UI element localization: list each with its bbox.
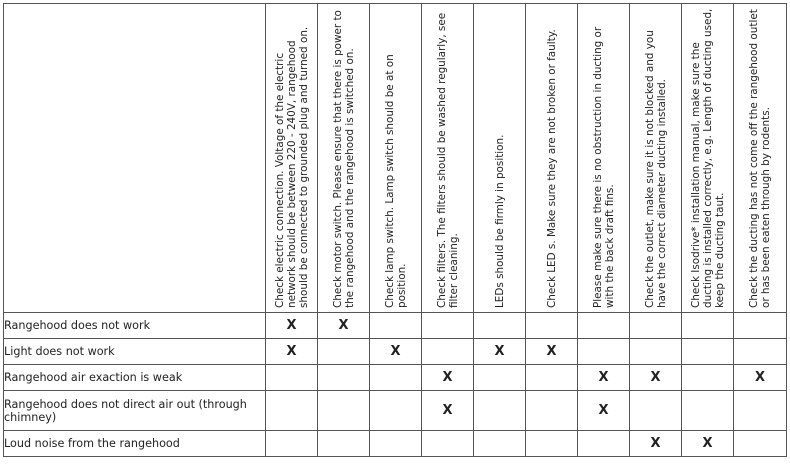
mark-cell — [474, 313, 526, 339]
mark-cell — [370, 365, 422, 391]
check-mark: X — [422, 391, 474, 431]
check-header-8 — [630, 4, 682, 313]
mark-cell — [526, 365, 578, 391]
mark-cell — [370, 431, 422, 457]
mark-cell — [318, 365, 370, 391]
mark-cell — [578, 313, 630, 339]
table-row — [4, 365, 787, 391]
mark-cell — [734, 313, 787, 339]
mark-cell — [734, 339, 787, 365]
mark-cell — [578, 431, 630, 457]
mark-cell — [526, 391, 578, 431]
mark-cell — [682, 313, 734, 339]
corner-cell — [4, 4, 266, 313]
check-header-10 — [734, 4, 787, 313]
mark-cell — [526, 313, 578, 339]
mark-cell — [266, 391, 318, 431]
check-mark: X — [474, 339, 526, 365]
check-header-1 — [266, 4, 318, 313]
mark-cell — [630, 391, 682, 431]
mark-cell — [474, 391, 526, 431]
troubleshooting-table — [3, 3, 787, 457]
check-mark: X — [266, 313, 318, 339]
check-header-3 — [370, 4, 422, 313]
problem-label: Light does not work — [4, 339, 266, 365]
check-text: Check the outlet, make sure it is not blocked and you have the correct diameter ducting installed. — [643, 30, 668, 308]
mark-cell — [422, 431, 474, 457]
check-mark: X — [578, 365, 630, 391]
check-text: Check filters. The filters should be washed regularly, see filter cleaning. — [435, 12, 460, 308]
check-mark: X — [578, 391, 630, 431]
mark-cell — [630, 339, 682, 365]
problem-label: Rangehood does not direct air out (through chimney) — [4, 391, 266, 431]
mark-cell — [318, 431, 370, 457]
mark-cell — [734, 431, 787, 457]
table-row — [4, 313, 787, 339]
mark-cell — [318, 391, 370, 431]
table-row — [4, 391, 787, 431]
check-mark: X — [734, 365, 787, 391]
check-mark: X — [682, 431, 734, 457]
check-text: Check lamp switch. Lamp switch should be at on position. — [383, 54, 408, 308]
mark-cell — [734, 391, 787, 431]
check-header-7 — [578, 4, 630, 313]
check-mark: X — [266, 339, 318, 365]
mark-cell — [526, 431, 578, 457]
check-header-6 — [526, 4, 578, 313]
mark-cell — [682, 339, 734, 365]
check-header-row — [4, 4, 787, 313]
check-mark: X — [526, 339, 578, 365]
check-header-5 — [474, 4, 526, 313]
check-header-4 — [422, 4, 474, 313]
check-text: Check the ducting has not come off the rangehood outlet or has been eaten through by rodents. — [748, 9, 772, 308]
mark-cell — [474, 365, 526, 391]
check-text: LEDs should be firmly in position. — [493, 134, 506, 308]
table-row — [4, 431, 787, 457]
mark-cell — [370, 313, 422, 339]
mark-cell — [422, 313, 474, 339]
table-row — [4, 339, 787, 365]
check-text: Check Isodrive* installation manual, make sure the ducting is installed correctly, e.g. Length of ducting used, keep the ducting taut. — [689, 8, 726, 308]
mark-cell — [266, 365, 318, 391]
mark-cell — [370, 391, 422, 431]
check-mark: X — [630, 431, 682, 457]
mark-cell — [318, 339, 370, 365]
problem-label: Loud noise from the rangehood — [4, 431, 266, 457]
mark-cell — [578, 339, 630, 365]
check-mark: X — [630, 365, 682, 391]
check-text: Please make sure there is no obstruction in ducting or with the back draft fins. — [591, 26, 616, 308]
check-mark: X — [422, 365, 474, 391]
mark-cell — [474, 431, 526, 457]
mark-cell — [630, 313, 682, 339]
check-header-9 — [682, 4, 734, 313]
check-text: Check LED s. Make sure they are not broken or faulty. — [545, 29, 558, 308]
mark-cell — [682, 391, 734, 431]
mark-cell — [682, 365, 734, 391]
problem-rows — [4, 313, 787, 457]
check-header-2 — [318, 4, 370, 313]
mark-cell — [422, 339, 474, 365]
check-text: Check motor switch. Please ensure that there is power to the rangehood and the rangehood is switched on. — [331, 10, 356, 308]
problem-label: Rangehood does not work — [4, 313, 266, 339]
mark-cell — [266, 431, 318, 457]
check-mark: X — [318, 313, 370, 339]
problem-label: Rangehood air exaction is weak — [4, 365, 266, 391]
check-mark: X — [370, 339, 422, 365]
check-text: Check electric connection. Voltage of the electric network should be between 220 - 240V, rangehood should be connected to grounded plug and turned on. — [273, 26, 310, 308]
